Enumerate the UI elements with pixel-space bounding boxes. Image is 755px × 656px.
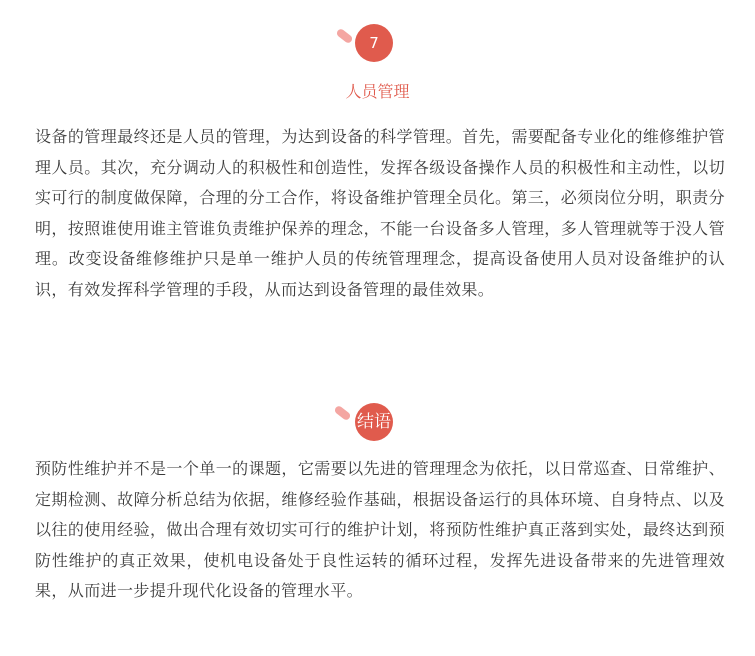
section-1-title: 人员管理	[345, 82, 410, 101]
section-1-body: 设备的管理最终还是人员的管理，为达到设备的科学管理。首先，需要配备专业化的维修维护管理人员。其次，充分调动人的积极性和创造性，发挥各级设备操作人员的积极性和主动性，以切实可行的制度做保障，合理的分工合作，将设备维护管理全员化。第三，必须岗位分明，职责分明，按照谁使用谁主管谁负责维护保养的理念，不能一台设备多人管理，多人管理就等于没人管理。改变设备维修维护只是单一维护人员的传统管理理念，提高设备使用人员对设备维护的认识，有效发挥科学管理的手段，从而达到设备管理的最佳效果。	[35, 127, 725, 299]
section-2-badge	[0, 403, 755, 443]
section-1-badge	[0, 24, 755, 64]
section-number-badge: 7	[355, 24, 393, 62]
decorative-pill-icon	[335, 28, 353, 45]
section-2-body: 预防性维护并不是一个单一的课题，它需要以先进的管理理念为依托，以日常巡查、日常维护、定期检测、故障分析总结为依据，维修经验作基础，根据设备运行的具体环境、自身特点、以及以往的使用经验，做出合理有效切实可行的维护计划，将预防性维护真正落到实处，最终达到预防性维护的真正效果，使机电设备处于良性运转的循环过程，发挥先进设备带来的先进管理效果，从而进一步提升现代化设备的管理水平。	[35, 459, 725, 600]
decorative-pill-icon	[333, 405, 351, 422]
conclusion-badge: 结语	[355, 403, 393, 441]
